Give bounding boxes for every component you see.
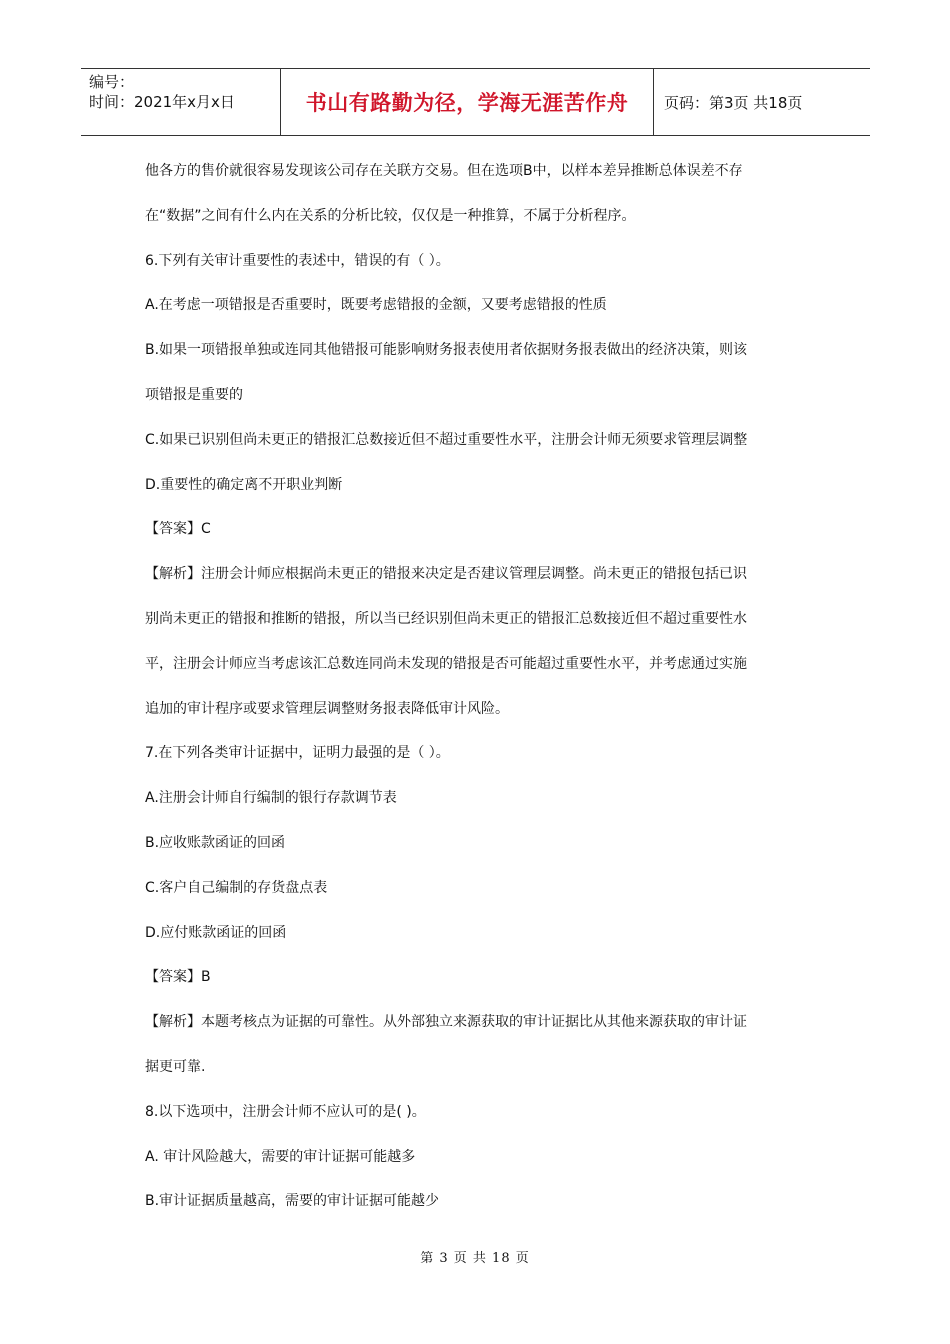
text-line: 据更可靠. <box>145 1058 206 1075</box>
option-a: A. 审计风险越大，需要的审计证据可能越多 <box>145 1148 416 1165</box>
option-b: B.如果一项错报单独或连同其他错报可能影响财务报表使用者依据财务报表做出的经济决策，则该 <box>145 342 748 359</box>
motto-text: 书山有路勤为径，学海无涯苦作舟 <box>305 91 629 115</box>
option-c: C.客户自己编制的存货盘点表 <box>145 879 328 896</box>
option-a: A.注册会计师自行编制的银行存款调节表 <box>145 790 397 807</box>
document-number: 编号： <box>89 73 135 91</box>
option-d: D.重要性的确定离不开职业判断 <box>145 476 343 493</box>
page-header <box>81 68 870 136</box>
question-8: 8.以下选项中，注册会计师不应认可的是( )。 <box>145 1103 426 1120</box>
header-motto-cell <box>281 69 654 135</box>
header-meta-cell <box>81 69 281 135</box>
option-d: D.应付账款函证的回函 <box>145 924 287 941</box>
analysis: 【解析】本题考核点为证据的可靠性。从外部独立来源获取的审计证据比从其他来源获取的审计证 <box>145 1014 747 1031</box>
text-line: 在“数据”之间有什么内在关系的分析比较，仅仅是一种推算，不属于分析程序。 <box>145 207 636 224</box>
document-date: 时间：2021年x月x日 <box>89 93 235 111</box>
option-a: A.在考虑一项错报是否重要时，既要考虑错报的金额，又要考虑错报的性质 <box>145 297 607 314</box>
option-c: C.如果已识别但尚未更正的错报汇总数接近但不超过重要性水平，注册会计师无须要求管理层调整 <box>145 431 748 448</box>
text-line: 项错报是重要的 <box>145 386 243 403</box>
page-footer: 第 3 页 共 18 页 <box>420 1251 530 1266</box>
text-line: 平，注册会计师应当考虑该汇总数连同尚未发现的错报是否可能超过重要性水平，并考虑通过实施 <box>145 655 747 672</box>
header-page-cell <box>654 69 870 135</box>
analysis: 【解析】注册会计师应根据尚未更正的错报来决定是否建议管理层调整。尚未更正的错报包括已识 <box>145 566 747 583</box>
text-line: 追加的审计程序或要求管理层调整财务报表降低审计风险。 <box>145 700 509 717</box>
question-6: 6.下列有关审计重要性的表述中，错误的有（ ）。 <box>145 252 450 269</box>
question-7: 7.在下列各类审计证据中，证明力最强的是（ ）。 <box>145 745 450 762</box>
answer: 【答案】C <box>145 521 211 538</box>
option-b: B.审计证据质量越高，需要的审计证据可能越少 <box>145 1193 440 1210</box>
document-body <box>145 153 805 1228</box>
option-b: B.应收账款函证的回函 <box>145 834 286 851</box>
page-info: 页码：第3页 共18页 <box>664 93 803 112</box>
text-line: 别尚未更正的错报和推断的错报，所以当已经识别但尚未更正的错报汇总数接近但不超过重要性水 <box>145 610 747 627</box>
answer: 【答案】B <box>145 969 211 986</box>
text-line: 他各方的售价就很容易发现该公司存在关联方交易。但在选项B中，以样本差异推断总体误差不存 <box>145 163 743 179</box>
